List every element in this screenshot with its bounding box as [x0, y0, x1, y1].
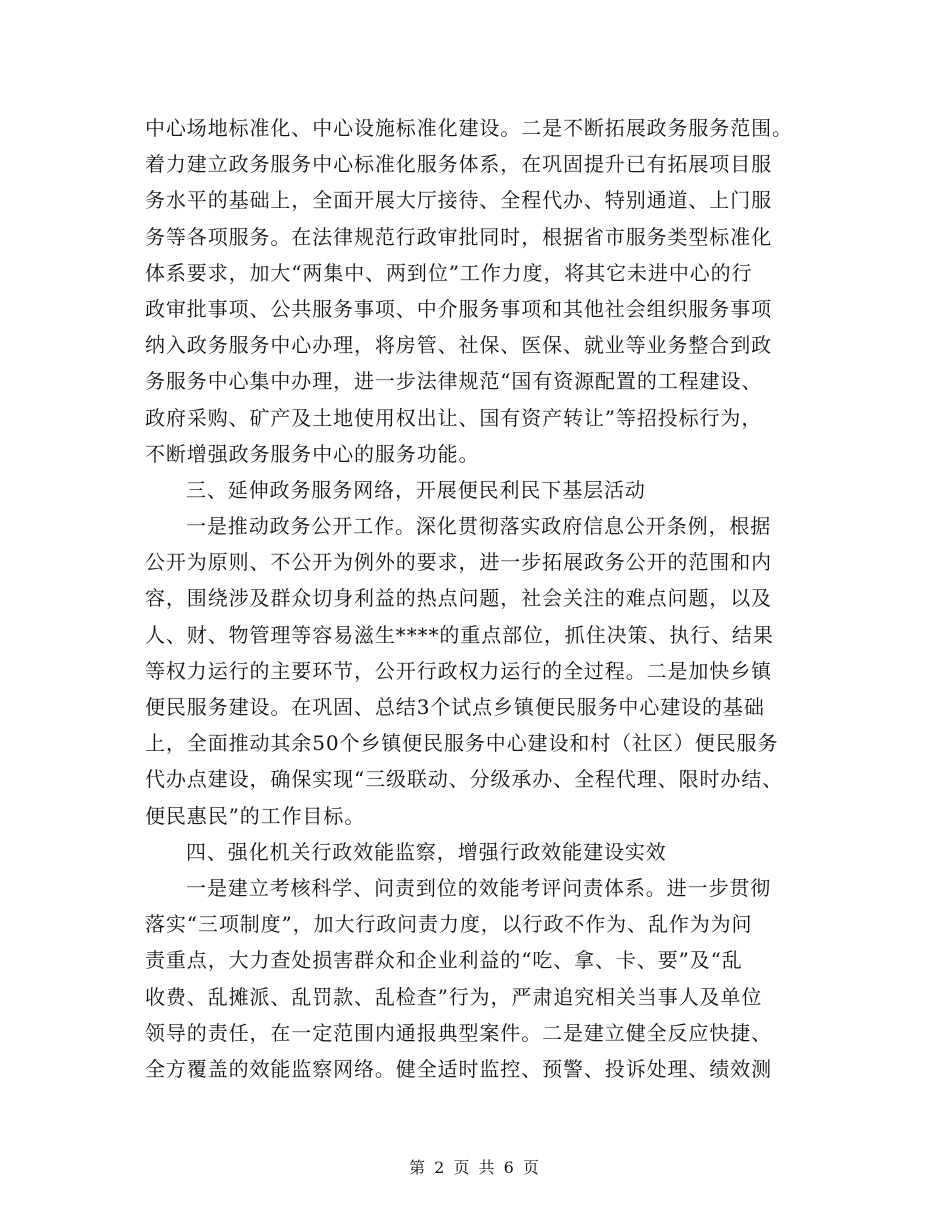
- text-line: 收费、乱摊派、乱罚款、乱检查”行为，严肃追究相关当事人及单位: [145, 984, 763, 1009]
- section-heading: 三、延伸政务服务网络，开展便民利民下基层活动: [186, 477, 646, 502]
- text-line: 纳入政务服务中心办理，将房管、社保、医保、就业等业务整合到政: [145, 333, 772, 358]
- body-text: [145, 110, 805, 1087]
- text-line: 领导的责任，在一定范围内通报典型案件。二是建立健全反应快捷、: [145, 1020, 772, 1045]
- text-line: 政审批事项、公共服务事项、中介服务事项和其他社会组织服务事项: [145, 296, 772, 321]
- paragraph-start-line: 一是建立考核科学、问责到位的效能考评问责体系。进一步贯彻: [186, 875, 772, 900]
- page-footer: 第 2 页 共 6 页: [409, 1158, 541, 1177]
- text-line: 人、财、物管理等容易滋生****的重点部位，抓住决策、执行、结果: [145, 622, 774, 647]
- text-line: 着力建立政务服务中心标准化服务体系，在巩固提升已有拓展项目服: [145, 152, 772, 177]
- text-line: 中心场地标准化、中心设施标准化建设。二是不断拓展政务服务范围。: [145, 116, 793, 140]
- text-line: 代办点建设，确保实现“三级联动、分级承办、全程代理、限时办结、: [145, 767, 784, 792]
- text-line: 政府采购、矿产及土地使用权出让、国有资产转让”等招投标行为，: [145, 405, 763, 430]
- text-line: 务服务中心集中办理，进一步法律规范“国有资源配置的工程建设、: [145, 369, 763, 394]
- text-line: 便民服务建设。在巩固、总结3个试点乡镇便民服务中心建设的基础: [145, 695, 765, 719]
- text-line: 公开为原则、不公开为例外的要求，进一步拓展政务公开的范围和内: [145, 550, 772, 575]
- text-line: 容，围绕涉及群众切身利益的热点问题，社会关注的难点问题，以及: [145, 586, 772, 611]
- text-line: 务等各项服务。在法律规范行政审批同时，根据省市服务类型标准化: [145, 224, 772, 249]
- text-line: 务水平的基础上，全面开展大厅接待、全程代办、特别通道、上门服: [145, 188, 772, 213]
- text-line: 体系要求，加大“两集中、两到位”工作力度，将其它未进中心的行: [145, 260, 753, 285]
- text-line: 责重点，大力查处损害群众和企业利益的“吃、拿、卡、要”及“乱: [145, 948, 743, 973]
- text-line: 不断增强政务服务中心的服务功能。: [145, 441, 480, 466]
- text-line: 等权力运行的主要环节，公开行政权力运行的全过程。二是加快乡镇: [145, 658, 772, 683]
- section-heading: 四、强化机关行政效能监察，增强行政效能建设实效: [186, 839, 667, 864]
- text-line: 便民惠民”的工作目标。: [145, 803, 366, 828]
- paragraph-start-line: 一是推动政务公开工作。深化贯彻落实政府信息公开条例，根据: [186, 514, 772, 539]
- text-line: 上，全面推动其余50个乡镇便民服务中心建设和村（社区）便民服务: [145, 731, 779, 756]
- text-line: 落实“三项制度”，加大行政问责力度，以行政不作为、乱作为为问: [145, 912, 753, 937]
- text-line: 全方覆盖的效能监察网络。健全适时监控、预警、投诉处理、绩效测: [145, 1056, 772, 1081]
